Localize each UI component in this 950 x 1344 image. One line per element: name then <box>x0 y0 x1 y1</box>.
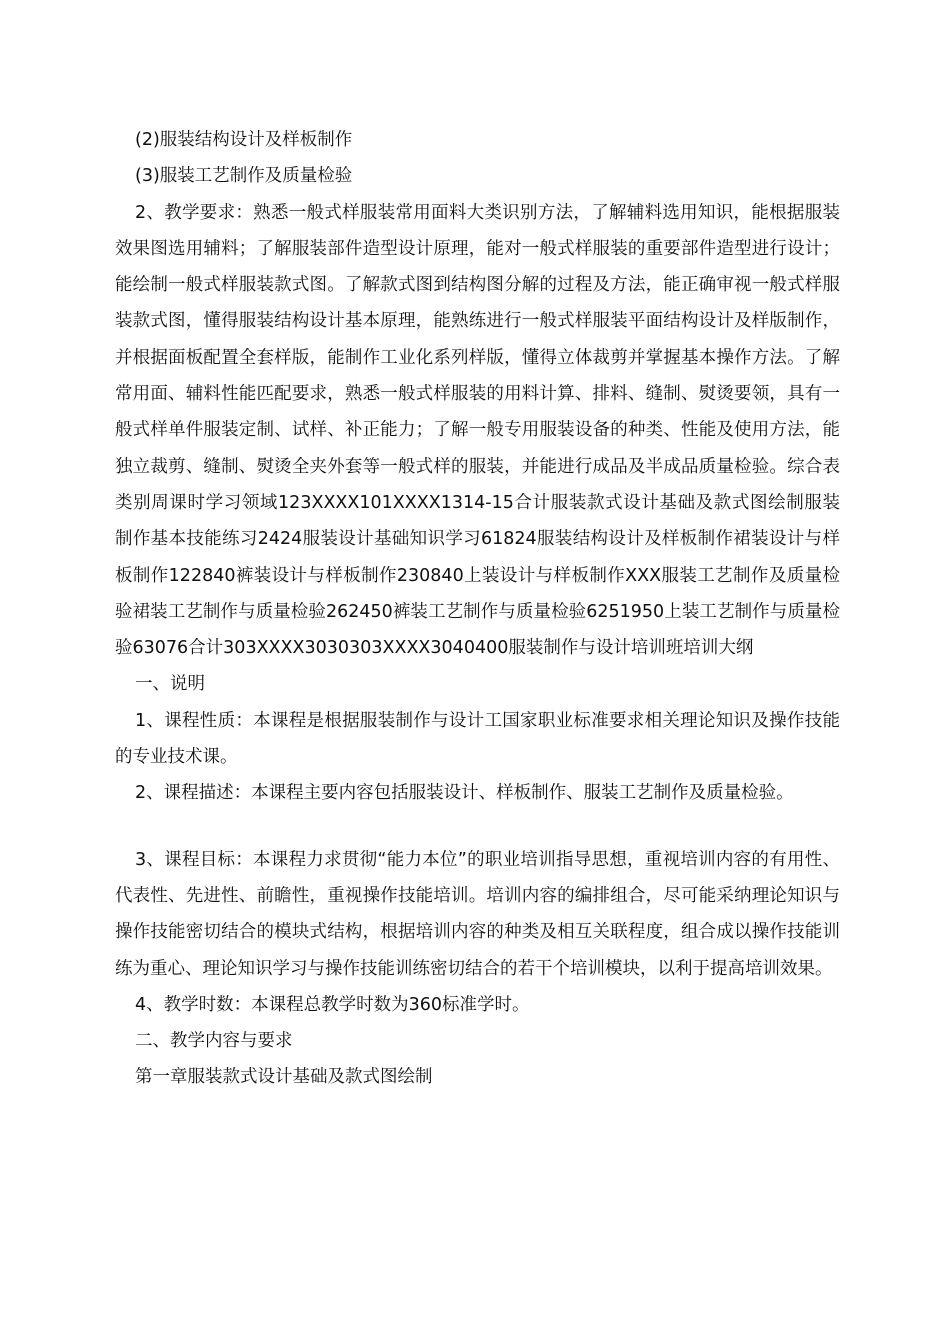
chapter-one-title: 第一章服装款式设计基础及款式图绘制 <box>135 1067 433 1088</box>
teaching-requirements: 2、教学要求：熟悉一般式样服装常用面料大类识别方法，了解辅料选用知识，能根据服装效果图选用辅料；了解服装部件造型设计原理，能对一般式样服装的重要部件造型进行设计；能绘制一般式样服装款式图。了解款式图到结构图分解的过程及方法，能正确审视一般式样服装款式图，懂得服装结构设计基本原理，能熟练进行一般式样服装平面结构设计及样版制作，并根据面板配置全套样版，能制作工业化系列样版，懂得立体裁剪并掌握基本操作方法。了解常用面、辅料性能匹配要求，熟悉一般式样服装的用料计算、排料、缝制、熨烫要领，具有一般式样单件服装定制、试样、补正能力；了解一般专用服装设备的种类、性能及使用方法，能独立裁剪、缝制、熨烫全夹外套等一般式样的服装，并能进行成品及半成品质量检验。综合表类别周课时学习领域123XXXX101XXXX1314-15合计服装款式设计基础及款式图绘制服装制作基本技能练习2424服装设计基础知识学习61824服装结构设计及样板制作裙装设计与样板制作122840裤装设计与样板制作230840上装设计与样板制作XXX服装工艺制作及质量检验裙装工艺制作与质量检验262450裤装工艺制作与质量检验6251950上装工艺制作与质量检验63076合计303XXXX3030303XXXX3040400服装制作与设计培训班培训大纲 <box>115 202 840 659</box>
item-process-quality: (3)服装工艺制作及质量检验 <box>135 166 353 187</box>
course-description: 2、课程描述：本课程主要内容包括服装设计、样板制作、服装工艺制作及质量检验。 <box>135 783 794 804</box>
section-heading-description: 一、说明 <box>135 674 205 695</box>
course-objectives: 3、课程目标：本课程力求贯彻“能力本位”的职业培训指导思想，重视培训内容的有用性、代表性、先进性、前瞻性，重视操作技能培训。培训内容的编排组合，尽可能采纳理论知识与操作技能密切结合的模块式结构，根据培训内容的种类及相互关联程度，组合成以操作技能训练为重心、理论知识学习与操作技能训练密切结合的若干个培训模块，以利于提高培训效果。 <box>115 849 840 979</box>
item-structure-design: (2)服装结构设计及样板制作 <box>135 130 353 150</box>
course-nature: 1、课程性质：本课程是根据服装制作与设计工国家职业标准要求相关理论知识及操作技能的专业技术课。 <box>115 710 840 768</box>
document-page <box>115 122 840 1096</box>
teaching-hours: 4、教学时数：本课程总教学时数为360标准学时。 <box>135 994 530 1015</box>
section-heading-content: 二、教学内容与要求 <box>135 1031 293 1052</box>
